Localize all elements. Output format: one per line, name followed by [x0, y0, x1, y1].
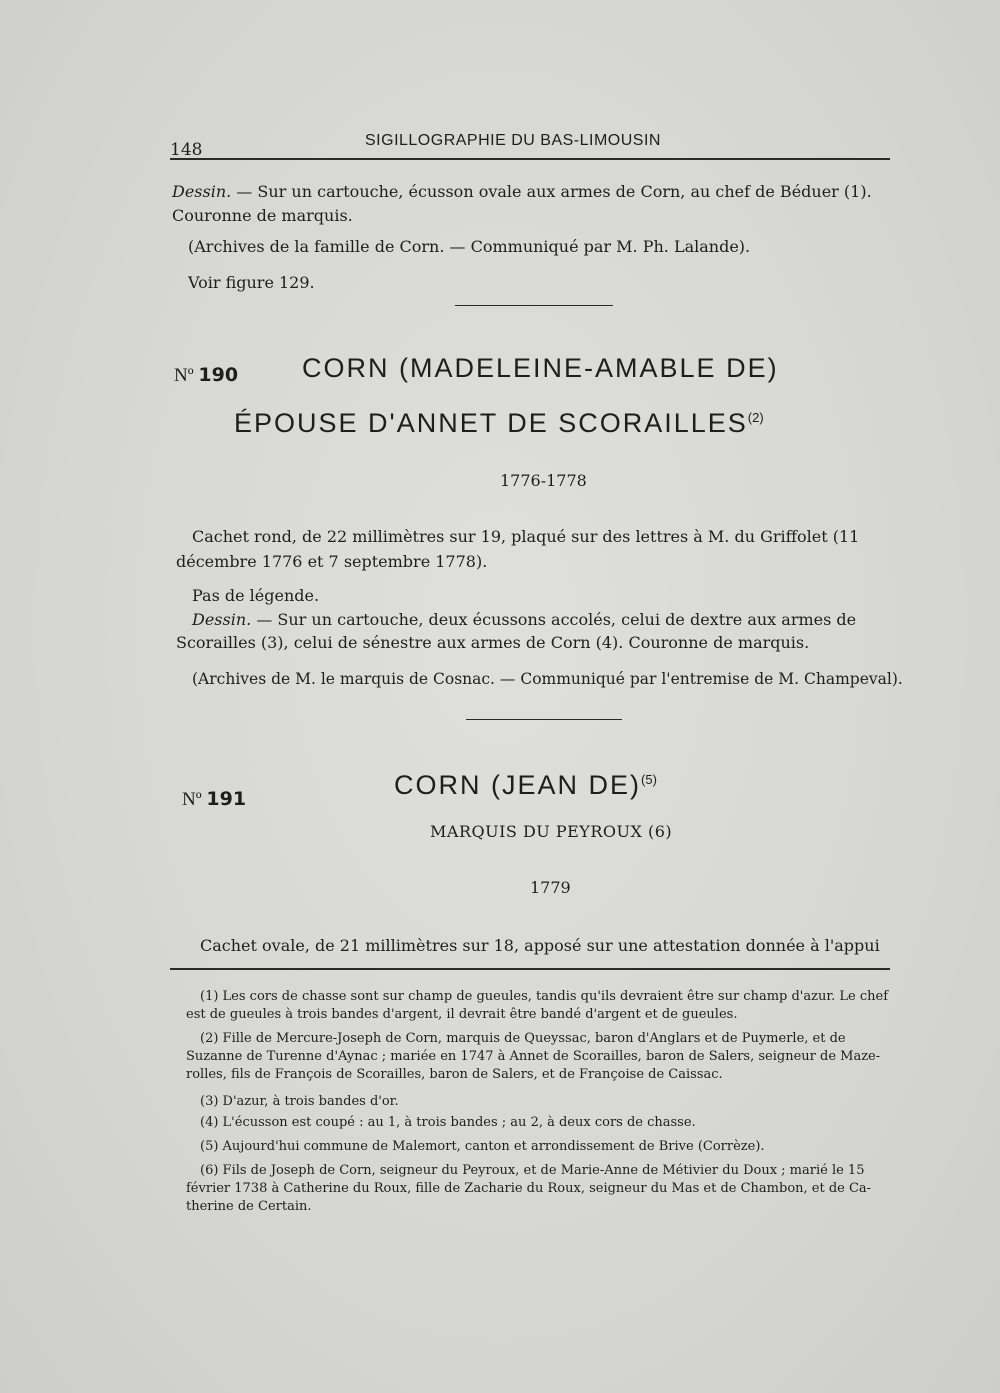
footnote-4: (4) L'écusson est coupé : au 1, à trois bandes ; au 2, à deux cors de chasse. — [200, 1115, 696, 1130]
footnote-5: (5) Aujourd'hui commune de Malemort, canton et arrondissement de Brive (Corrèze). — [200, 1139, 765, 1154]
entry-number-190 — [174, 364, 238, 387]
dessin-paragraph-top — [172, 181, 872, 203]
section-separator — [466, 719, 622, 720]
running-title: SIGILLOGRAPHIE DU BAS-LIMOUSIN — [365, 132, 661, 149]
entry-190-archives: (Archives de M. le marquis de Cosnac. — Communiqué par l'entremise de M. Champeval). — [192, 670, 903, 688]
footnote-6-continued: février 1738 à Catherine du Roux, fille de Zacharie du Roux, seigneur du Mas et de Chambon, et de Ca- — [186, 1181, 872, 1196]
entry-190-description-continued: décembre 1776 et 7 septembre 1778). — [176, 552, 488, 571]
entry-190-dessin-continued: Scorailles (3), celui de sénestre aux armes de Corn (4). Couronne de marquis. — [176, 633, 810, 652]
entry-191-title — [394, 770, 657, 801]
footnote-rule — [170, 968, 890, 970]
footnote-1: (1) Les cors de chasse sont sur champ de gueules, tandis qu'ils devraient être sur champ d'azur. Le chef — [200, 989, 889, 1004]
dessin-label: Dessin. — [192, 610, 252, 629]
entry-number-value: 191 — [206, 788, 247, 810]
footnote-6-continued: therine de Certain. — [186, 1199, 312, 1214]
section-separator — [455, 305, 613, 306]
dessin-text: — Sur un cartouche, écusson ovale aux armes de Corn, au chef de Béduer (1). — [231, 182, 872, 201]
footnote-1-continued: est de gueules à trois bandes d'argent, il devrait être bandé d'argent et de gueules. — [186, 1007, 738, 1022]
footnote-2-continued: Suzanne de Turenne d'Aynac ; mariée en 1747 à Annet de Scorailles, baron de Salers, seigneur de Maze- — [186, 1049, 881, 1064]
entry-number-191 — [182, 788, 246, 811]
footnote-6: (6) Fils de Joseph de Corn, seigneur du Peyroux, et de Marie-Anne de Métivier du Doux ; marié le 15 — [200, 1163, 865, 1178]
entry-190-title-note: (2) — [747, 410, 764, 425]
entry-191-title-text: CORN (JEAN DE) — [394, 770, 642, 800]
entry-191-description: Cachet ovale, de 21 millimètres sur 18, apposé sur une attestation donnée à l'appui — [200, 936, 880, 955]
entry-190-legend: Pas de légende. — [192, 586, 320, 605]
entry-number-prefix: Nº — [182, 789, 202, 810]
archives-note-top: (Archives de la famille de Corn. — Communiqué par M. Ph. Lalande). — [188, 237, 751, 256]
dessin-text-continued: Couronne de marquis. — [172, 206, 353, 225]
figure-reference: Voir figure 129. — [188, 273, 315, 292]
entry-190-date: 1776-1778 — [500, 471, 587, 490]
footnote-3: (3) D'azur, à trois bandes d'or. — [200, 1094, 399, 1109]
entry-190-title-line2 — [234, 408, 764, 439]
entry-190-description: Cachet rond, de 22 millimètres sur 19, plaqué sur des lettres à M. du Griffolet (11 — [192, 527, 860, 546]
entry-number-prefix: Nº — [174, 365, 194, 386]
page-number: 148 — [170, 140, 203, 160]
entry-190-dessin — [192, 609, 856, 631]
footnote-2-continued: rolles, fils de François de Scorailles, baron de Salers, et de Françoise de Caissac. — [186, 1067, 723, 1082]
dessin-label: Dessin. — [172, 182, 232, 201]
entry-190-dessin-text: — Sur un cartouche, deux écussons accolés, celui de dextre aux armes de — [251, 610, 857, 629]
entry-190-title-line1: CORN (MADELEINE-AMABLE DE) — [302, 353, 779, 383]
entry-190-title-text: ÉPOUSE D'ANNET DE SCORAILLES — [234, 408, 748, 438]
footnote-2: (2) Fille de Mercure-Joseph de Corn, marquis de Queyssac, baron d'Anglars et de Puymerle, et de — [200, 1031, 846, 1046]
entry-number-value: 190 — [198, 364, 239, 386]
header-rule — [170, 158, 890, 160]
entry-191-date: 1779 — [530, 878, 571, 897]
entry-191-subtitle: MARQUIS DU PEYROUX (6) — [430, 822, 673, 841]
entry-191-title-note: (5) — [641, 772, 657, 787]
